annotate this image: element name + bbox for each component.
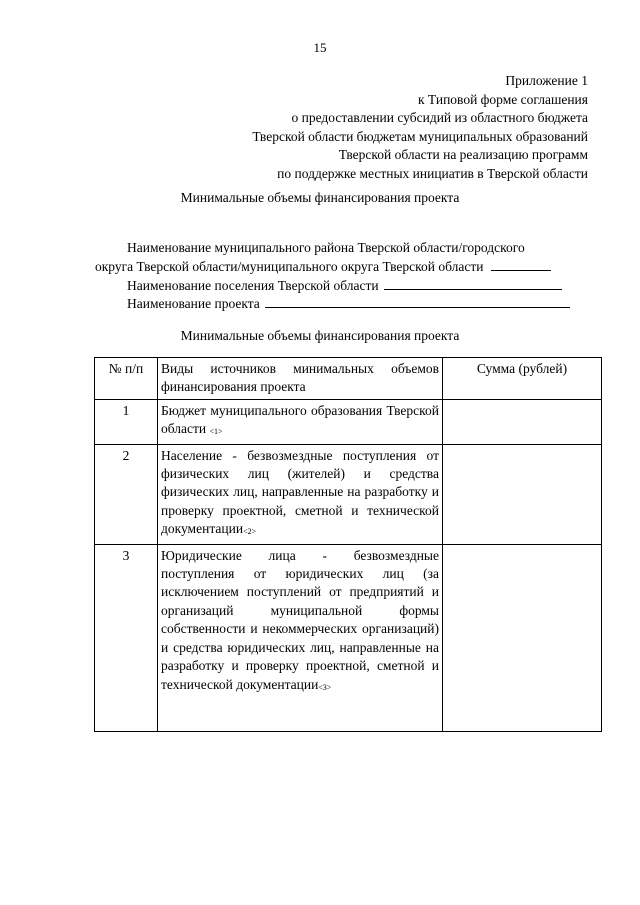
settlement-name-blank[interactable]: [384, 277, 562, 290]
appendix-line: о предоставлении субсидий из областного бюджета: [291, 110, 588, 125]
district-name-blank[interactable]: [491, 258, 551, 271]
row-sum[interactable]: [443, 399, 602, 444]
appendix-header: [252, 72, 588, 183]
table-header-row: [95, 358, 602, 400]
row-source-text: Бюджет муниципального образования Тверской области: [161, 402, 439, 437]
row-source-text: Население - безвозмездные поступления от физических лиц (жителей) и средства физических лиц, направленные на разработку и проверку проектной, сметной и технической документации: [161, 447, 439, 537]
project-name-blank[interactable]: [265, 295, 570, 308]
financing-table: [94, 357, 602, 732]
district-name-label: округа Тверской области/муниципального округа Тверской области: [95, 259, 484, 274]
footnote-ref: <3>: [318, 682, 332, 692]
table-row: [95, 544, 602, 731]
row-number: 2: [95, 444, 158, 544]
footnote-ref: <1>: [209, 427, 223, 437]
document-title: Минимальные объемы финансирования проекта: [180, 190, 460, 205]
settlement-name-row: [127, 277, 562, 296]
table-title: Минимальные объемы финансирования проекта: [180, 328, 460, 343]
table-row: [95, 399, 602, 444]
district-name-line2: [95, 258, 551, 277]
footnote-ref: <2>: [243, 527, 257, 537]
appendix-line: по поддержке местных инициатив в Тверской области: [277, 165, 588, 181]
row-sum[interactable]: [443, 544, 602, 731]
row-source: [158, 544, 443, 731]
table-row: [95, 444, 602, 544]
settlement-name-label: Наименование поселения Тверской области: [127, 278, 379, 293]
row-source: [158, 444, 443, 544]
header-number: № п/п: [95, 358, 158, 400]
appendix-line: Тверской области на реализацию программ: [338, 147, 588, 162]
row-number: 1: [95, 399, 158, 444]
appendix-line: Тверской области бюджетам муниципальных образований: [252, 128, 588, 144]
row-source-text: Юридические лица - безвозмездные поступления от юридических лиц (за исключением поступлений от предприятий и организаций муниципальной формы собственности и некоммерческих организаций) и средства юридических лиц, направленные на разработку и проверку проектной, сметной и технической документации: [161, 547, 439, 692]
appendix-line: Приложение 1: [505, 73, 588, 88]
district-name-line1: Наименование муниципального района Тверской области/городского: [127, 240, 525, 255]
appendix-line: к Типовой форме соглашения: [418, 91, 588, 107]
row-number: 3: [95, 544, 158, 731]
page-number: 15: [313, 40, 327, 55]
row-sum[interactable]: [443, 444, 602, 544]
header-sum: Сумма (рублей): [443, 358, 602, 400]
project-name-row: [127, 295, 570, 314]
row-source: [158, 399, 443, 444]
header-sources: Виды источников минимальных объемов финансирования проекта: [158, 358, 443, 400]
project-name-label: Наименование проекта: [127, 296, 260, 311]
